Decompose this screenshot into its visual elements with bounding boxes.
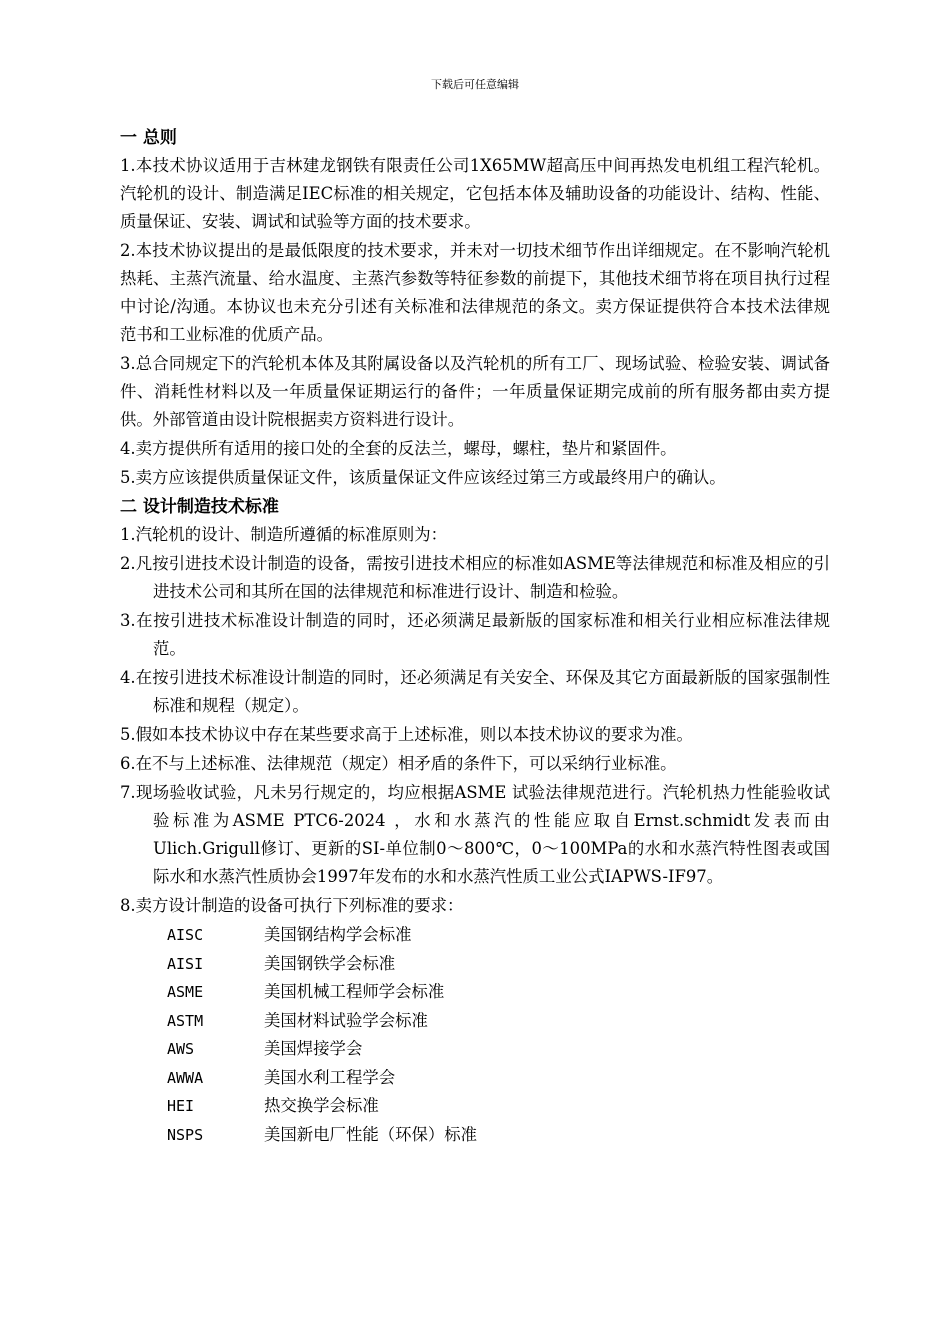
- standard-name: 热交换学会标准: [264, 1096, 379, 1115]
- standard-code: AISC: [167, 926, 204, 944]
- standard-code: AISI: [167, 954, 204, 973]
- paragraph: 3.总合同规定下的汽轮机本体及其附属设备以及汽轮机的所有工厂、现场试验、检验安装、调试备件、消耗性材料以及一年质量保证期运行的备件；一年质量保证期完成前的所有服务都由卖方提供。外部管道由设计院根据卖方资料进行设计。: [120, 354, 830, 429]
- paragraph: 2.本技术协议提出的是最低限度的技术要求，并未对一切技术细节作出详细规定。在不影响汽轮机热耗、主蒸汽流量、给水温度、主蒸汽参数等特征参数的前提下，其他技术细节将在项目执行过程中讨论/沟通。本协议也未充分引述有关标准和法律规范的条文。卖方保证提供符合本技术法律规范书和工业标准的优质产品。: [120, 241, 830, 344]
- standard-row: [167, 1064, 830, 1093]
- standard-code: AWS: [167, 1040, 195, 1058]
- section-title-general: 一 总则: [120, 128, 177, 148]
- list-item: 6.在不与上述标准、法律规范（规定）相矛盾的条件下，可以采纳行业标准。: [120, 754, 677, 773]
- list-item: 1.汽轮机的设计、制造所遵循的标准原则为：: [120, 525, 448, 544]
- standard-row: [167, 978, 830, 1007]
- document-body: [120, 124, 830, 1149]
- standard-code: NSPS: [167, 1125, 204, 1144]
- paragraph: 5.卖方应该提供质量保证文件，该质量保证文件应该经过第三方或最终用户的确认。: [120, 468, 726, 487]
- standard-name: 美国焊接学会: [264, 1039, 363, 1058]
- section-title-standards: 二 设计制造技术标准: [120, 497, 279, 517]
- standard-row: [167, 1121, 830, 1150]
- standard-row: [167, 950, 830, 979]
- page-header: 下载后可任意编辑: [431, 78, 519, 91]
- list-item: 7.现场验收试验，凡未另行规定的，均应根据ASME 试验法律规范进行。汽轮机热力性能验收试验标准为ASME PTC6-2024 ，水和水蒸汽的性能应取自Ernst.schmidt发表而由Ulich.Grigull修订、更新的SI-单位制0～800℃，0～100MPa的水和水蒸汽特性图表或国际水和水蒸汽性质协会1997年发布的水和水蒸汽性质工业公式IAPWS-IF97。: [120, 783, 830, 886]
- list-item: 4.在按引进技术标准设计制造的同时，还必须满足有关安全、环保及其它方面最新版的国家强制性标准和规程（规定）。: [120, 668, 830, 715]
- standard-row: [167, 1035, 830, 1064]
- paragraph: 1.本技术协议适用于吉林建龙钢铁有限责任公司1X65MW超高压中间再热发电机组工程汽轮机。汽轮机的设计、制造满足IEC标准的相关规定，它包括本体及辅助设备的功能设计、结构、性能、质量保证、安装、调试和试验等方面的技术要求。: [120, 156, 830, 231]
- standard-name: 美国新电厂性能（环保）标准: [264, 1124, 478, 1144]
- standard-name: 美国钢铁学会标准: [264, 953, 396, 973]
- standard-code: HEI: [167, 1097, 195, 1115]
- standard-code: ASTM: [167, 1011, 204, 1030]
- standard-name: 美国水利工程学会: [264, 1067, 396, 1087]
- standards-list: [120, 921, 830, 1149]
- list-item: 2.凡按引进技术设计制造的设备，需按引进技术相应的标准如ASME等法律规范和标准及相应的引进技术公司和其所在国的法律规范和标准进行设计、制造和检验。: [120, 554, 830, 601]
- list-item: 8.卖方设计制造的设备可执行下列标准的要求：: [120, 896, 464, 915]
- paragraph: 4.卖方提供所有适用的接口处的全套的反法兰，螺母，螺柱，垫片和紧固件。: [120, 439, 677, 458]
- standard-name: 美国钢结构学会标准: [264, 925, 412, 944]
- list-item: 5.假如本技术协议中存在某些要求高于上述标准，则以本技术协议的要求为准。: [120, 725, 693, 744]
- standard-name: 美国材料试验学会标准: [264, 1010, 428, 1030]
- standard-code: AWWA: [167, 1068, 204, 1087]
- standard-name: 美国机械工程师学会标准: [264, 982, 445, 1001]
- standard-row: [167, 921, 830, 950]
- list-item: 3.在按引进技术标准设计制造的同时，还必须满足最新版的国家标准和相关行业相应标准法律规范。: [120, 611, 830, 658]
- standard-code: ASME: [167, 983, 204, 1001]
- standard-row: [167, 1092, 830, 1121]
- standard-row: [167, 1007, 830, 1036]
